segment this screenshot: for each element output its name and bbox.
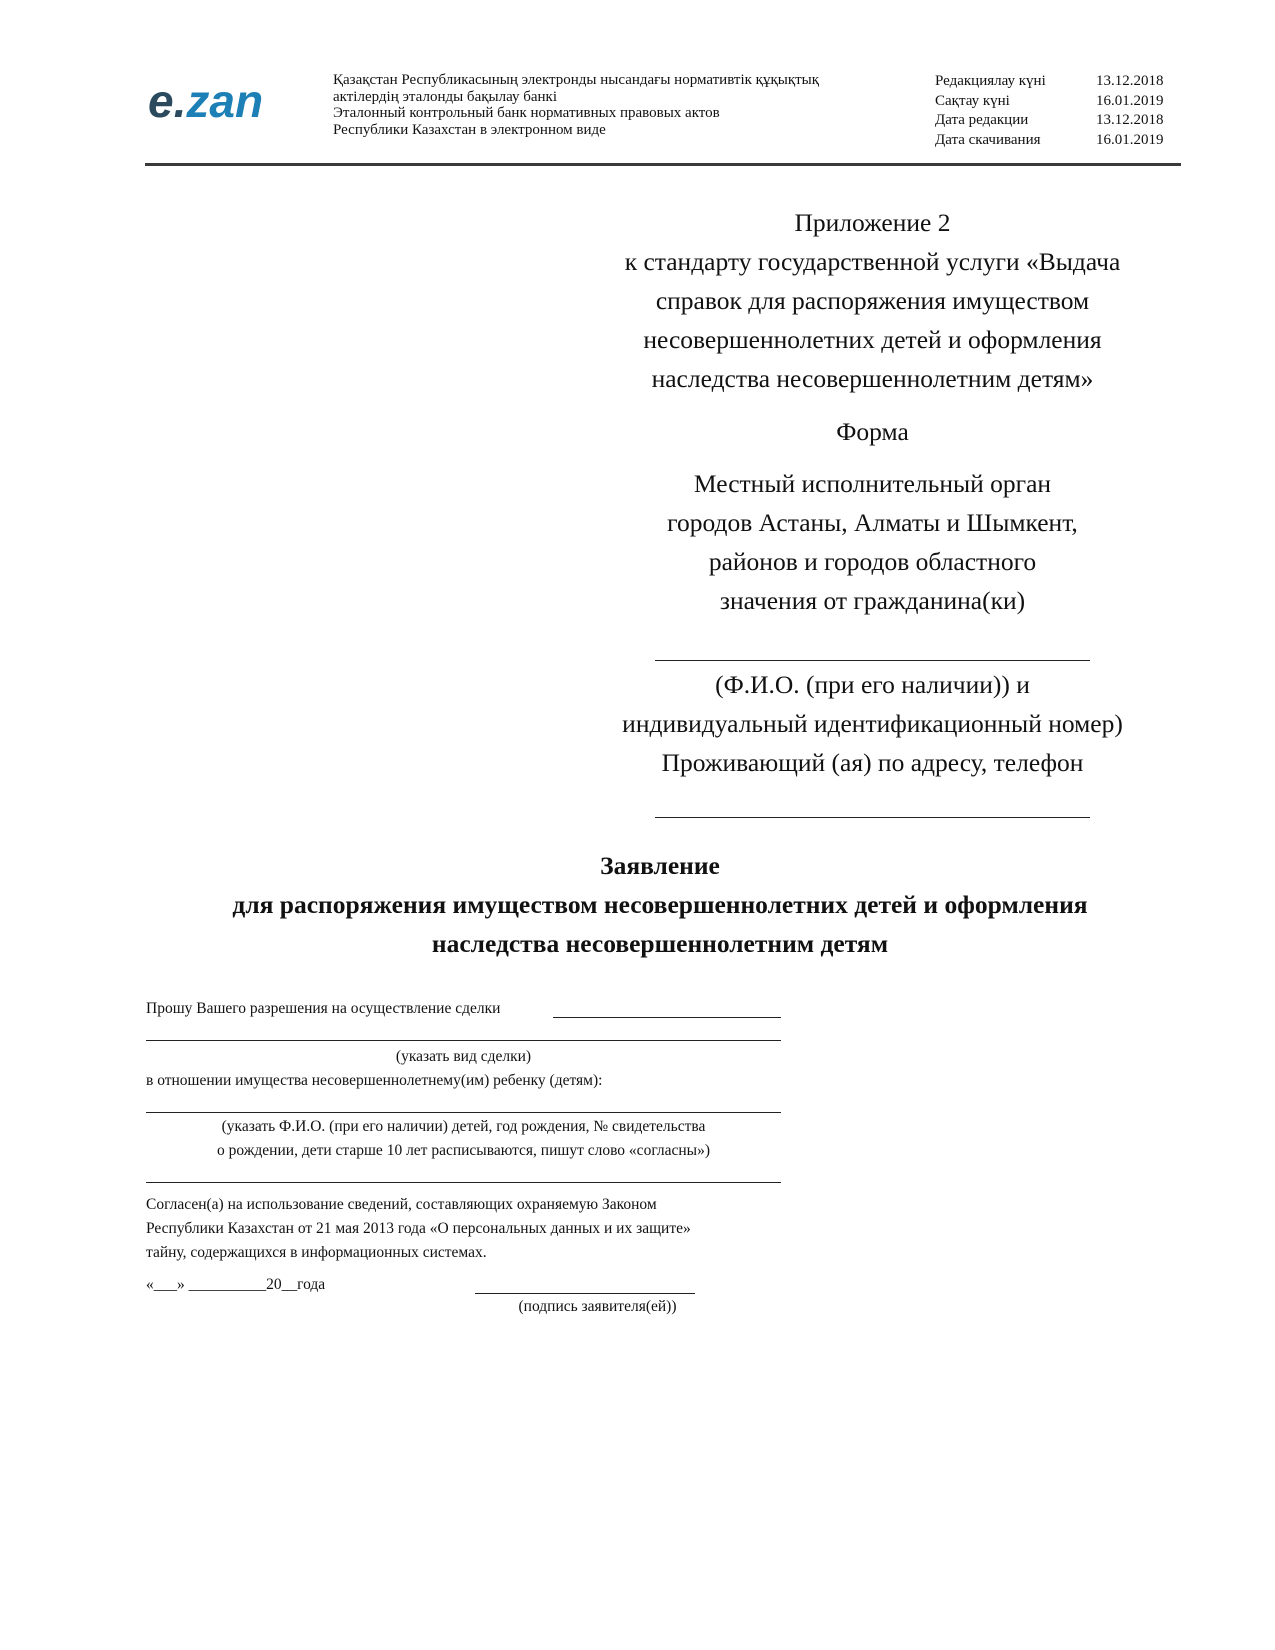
applicant-line: Проживающий (ая) по адресу, телефон	[661, 748, 1084, 777]
meta-row	[935, 131, 1176, 151]
signature-hint: (подпись заявителя(ей))	[518, 1298, 677, 1315]
consent-text: Согласен(а) на использование сведений, составляющих охраняемую Законом	[146, 1196, 657, 1213]
appendix-line: к стандарту государственной услуги «Выдача	[624, 247, 1121, 276]
bank-line: Қазақстан Республикасының электронды нысандағы нормативтік құқықтық	[333, 72, 820, 88]
applicant-address-field[interactable]	[655, 817, 1090, 818]
bank-line: Эталонный контрольный банк нормативных правовых актов	[333, 105, 720, 121]
meta-row	[935, 72, 1176, 92]
ezan-logo: e.zan	[148, 75, 264, 127]
meta-label: Редакциялау күні	[935, 73, 1046, 89]
applicant-name-field[interactable]	[655, 660, 1090, 661]
bank-line: актілердің эталонды бақылау банкі	[333, 88, 557, 105]
appendix-line: Приложение 2	[794, 208, 951, 237]
recipient-block	[560, 464, 1185, 620]
consent-text: тайну, содержащихся в информационных системах.	[146, 1244, 487, 1261]
children-field[interactable]	[146, 1112, 781, 1113]
form-label: Форма	[836, 417, 909, 446]
appendix-line: справок для распоряжения имуществом	[655, 286, 1090, 315]
title-line: Заявление	[600, 851, 720, 880]
appendix-block	[560, 203, 1185, 398]
header-divider	[145, 163, 1181, 166]
meta-row	[935, 92, 1176, 112]
recipient-line: городов Астаны, Алматы и Шымкент,	[667, 508, 1078, 537]
recipient-line: значения от гражданина(ки)	[719, 586, 1026, 615]
applicant-block	[560, 665, 1185, 782]
title-line: для распоряжения имуществом несовершеннолетних детей и оформления	[232, 890, 1088, 919]
bank-description	[333, 72, 819, 138]
property-text: в отношении имущества несовершеннолетнему(им) ребенку (детям):	[146, 1072, 603, 1089]
applicant-line: (Ф.И.О. (при его наличии)) и	[715, 670, 1030, 699]
statement-title	[140, 846, 1180, 963]
date-field[interactable]: «___» __________20__года	[146, 1276, 326, 1293]
bank-line: Республики Казахстан в электронном виде	[333, 121, 606, 138]
meta-row	[935, 111, 1176, 131]
consent-text: Республики Казахстан от 21 мая 2013 года «О персональных данных и их защите»	[146, 1220, 691, 1237]
children-signature-field[interactable]	[146, 1182, 781, 1183]
appendix-line: несовершеннолетних детей и оформления	[643, 325, 1102, 354]
request-text: Прошу Вашего разрешения на осуществление сделки	[146, 1000, 501, 1017]
deal-field[interactable]	[553, 1017, 781, 1018]
meta-label: Дата редакции	[935, 112, 1029, 128]
title-line: наследства несовершеннолетним детям	[431, 929, 889, 958]
applicant-line: индивидуальный идентификационный номер)	[622, 709, 1123, 738]
meta-label: Сақтау күні	[935, 92, 1010, 109]
signature-field[interactable]	[475, 1293, 695, 1294]
deal-field-continued[interactable]	[146, 1040, 781, 1041]
recipient-line: районов и городов областного	[708, 547, 1037, 576]
recipient-line: Местный исполнительный орган	[693, 469, 1052, 498]
document-dates	[935, 72, 1176, 150]
meta-value: 13.12.2018	[1096, 73, 1164, 89]
meta-value: 16.01.2019	[1096, 92, 1164, 109]
children-hint: о рождении, дети старше 10 лет расписываются, пишут слово «согласны»)	[216, 1142, 711, 1159]
deal-hint: (указать вид сделки)	[395, 1048, 532, 1065]
meta-value: 13.12.2018	[1096, 112, 1164, 128]
appendix-line: наследства несовершеннолетним детям»	[651, 364, 1094, 393]
children-hint: (указать Ф.И.О. (при его наличии) детей, год рождения, № свидетельства	[221, 1118, 706, 1135]
meta-value: 16.01.2019	[1096, 131, 1164, 148]
meta-label: Дата скачивания	[935, 131, 1041, 148]
